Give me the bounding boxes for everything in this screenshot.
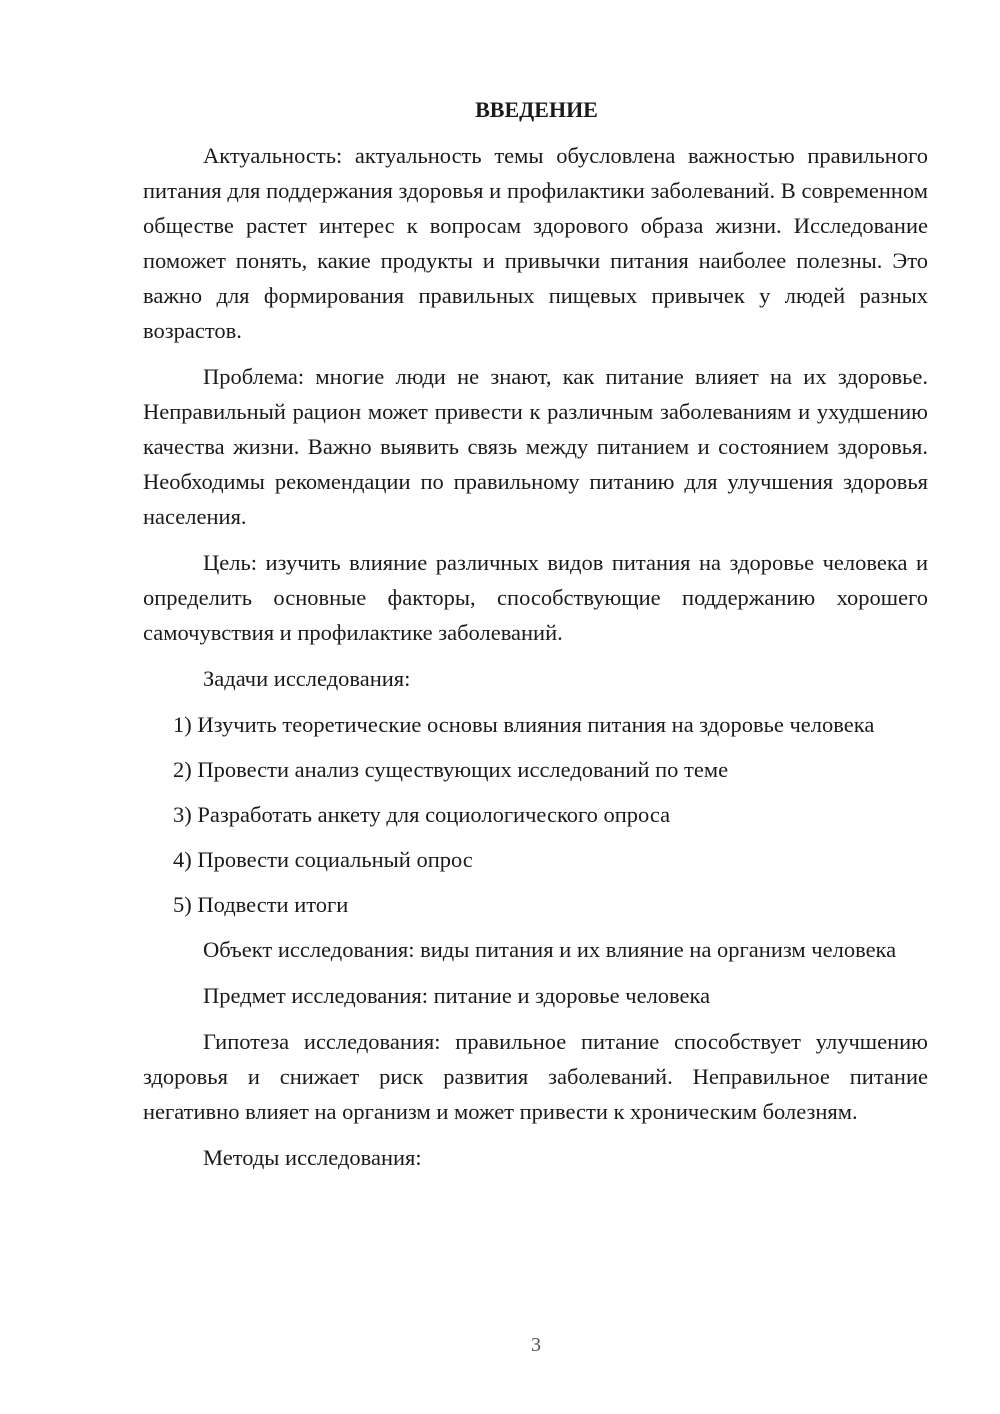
task-item: 3) Разработать анкету для социологического опроса: [173, 802, 671, 827]
page-content: [143, 92, 928, 1186]
object-paragraph: Объект исследования: виды питания и их влияние на организм человека: [203, 937, 897, 962]
hypothesis-paragraph: Гипотеза исследования: правильное питание способствует улучшению здоровья и снижает риск развития заболеваний. Неправильное питание негативно влияет на организм и может привести к хроническим болезням.: [143, 1029, 928, 1124]
task-item: 5) Подвести итоги: [173, 892, 349, 917]
task-item: 4) Провести социальный опрос: [173, 847, 473, 872]
relevance-paragraph: Актуальность: актуальность темы обусловлена важностью правильного питания для поддержания здоровья и профилактики заболеваний. В современном обществе растет интерес к вопросам здорового образа жизни. Исследование поможет понять, какие продукты и привычки питания наиболее полезны. Это важно для формирования правильных пищевых привычек у людей разных возрастов.: [143, 143, 928, 343]
subject-paragraph: Предмет исследования: питание и здоровье человека: [203, 983, 711, 1008]
section-title: ВВЕДЕНИЕ: [475, 97, 598, 122]
problem-paragraph: Проблема: многие люди не знают, как питание влияет на их здоровье. Неправильный рацион может привести к различным заболеваниям и ухудшению качества жизни. Важно выявить связь между питанием и состоянием здоровья. Необходимы рекомендации по правильному питанию для улучшения здоровья населения.: [143, 364, 928, 529]
methods-heading: Методы исследования:: [203, 1145, 422, 1170]
goal-paragraph: Цель: изучить влияние различных видов питания на здоровье человека и определить основные факторы, способствующие поддержанию хорошего самочувствия и профилактике заболеваний.: [143, 550, 928, 645]
page-number: 3: [531, 1334, 541, 1356]
task-item: 1) Изучить теоретические основы влияния питания на здоровье человека: [173, 712, 875, 737]
tasks-heading: Задачи исследования:: [203, 666, 411, 691]
task-item: 2) Провести анализ существующих исследований по теме: [173, 757, 729, 782]
